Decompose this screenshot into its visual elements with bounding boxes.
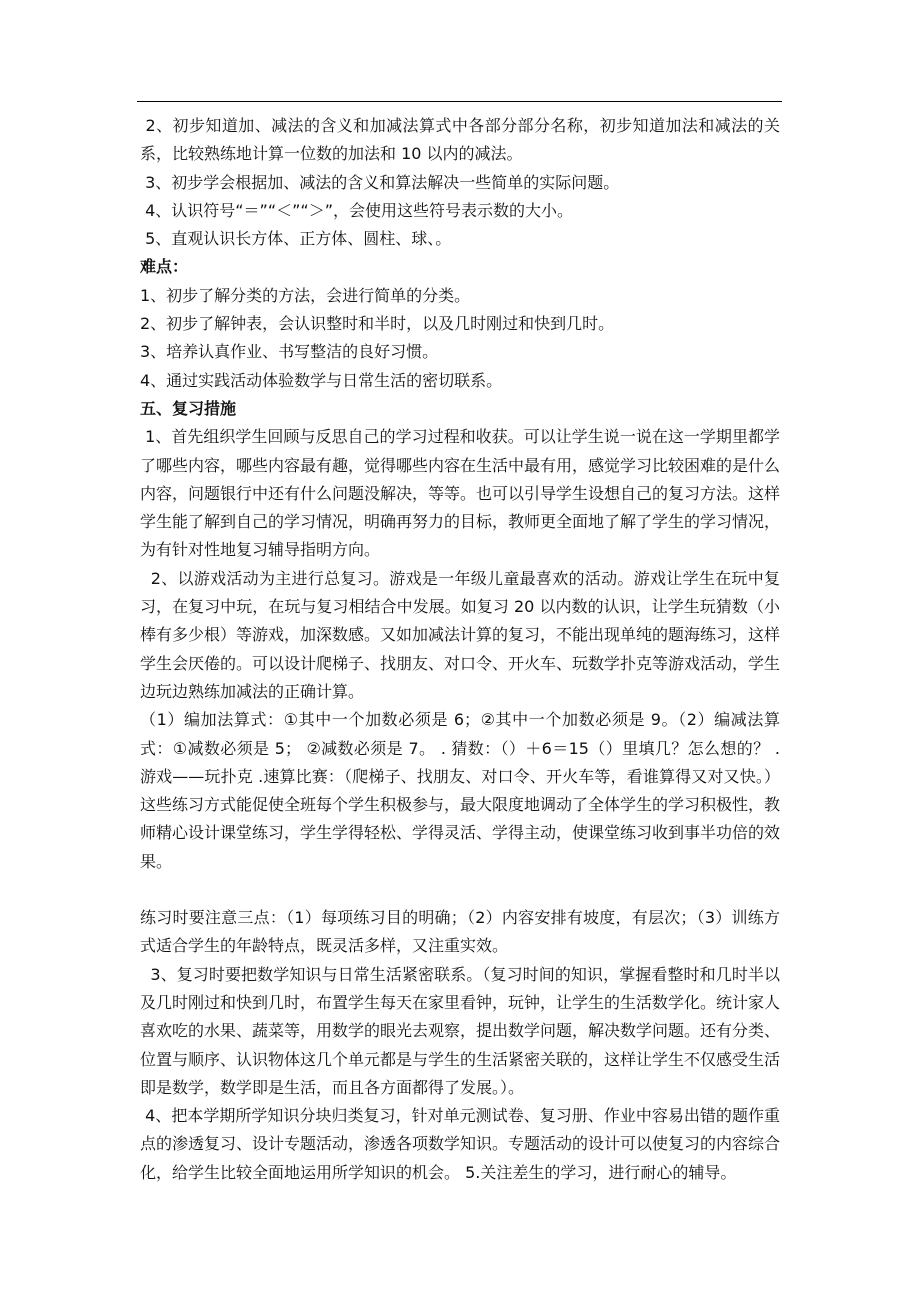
measure-paragraph-4: 4、把本学期所学知识分块归类复习，针对单元测试卷、复习册、作业中容易出错的题作重点的渗透复习、设计专题活动，渗透各项数学知识。专题活动的设计可以使复习的内容综合化，给学生比较全面地运用所学知识的机会。 5.关注差生的学习，进行耐心的辅导。 [140,1106,781,1182]
goal-item-4: 4、认识符号“＝”“＜”“＞”，会使用这些符号表示数的大小。 [140,200,574,220]
difficulty-heading: 难点： [140,257,189,277]
difficulty-item-1: 1、初步了解分类的方法，会进行简单的分类。 [140,285,471,305]
practice-notes-paragraph: 练习时要注意三点：（1）每项练习目的明确；（2）内容安排有坡度，有层次；（3）训练方式适合学生的年龄特点，既灵活多样，又注重实效。 [140,908,780,956]
measure-paragraph-2: 2、以游戏活动为主进行总复习。游戏是一年级儿童最喜欢的活动。游戏让学生在玩中复习，在复习中玩，在玩与复习相结合中发展。如复习 20 以内数的认识，让学生玩猜数（小棒有多少根）等游戏，加深数感。又如加减法计算的复习，不能出现单纯的题海练习，这样学生会厌倦的。可以设计爬梯子、找朋友、对口令、开火车、玩数学扑克等游戏活动，学生边玩边熟练加减法的正确计算。 [140,568,781,701]
difficulty-item-4: 4、通过实践活动体验数学与日常生活的密切联系。 [140,370,503,390]
goal-item-5: 5、直观认识长方体、正方体、圆柱、球、。 [140,229,452,249]
exercise-examples-paragraph: （1）编加法算式：①其中一个加数必须是 6；②其中一个加数必须是 9。（2）编减法算式：①减数必须是 5； ②减数必须是 7。 . 猜数：（）＋6＝15（）里填几？怎么想的？ .游戏——玩扑克 .速算比赛：（爬梯子、找朋友、对口令、开火车等，看谁算得又对又快。） 这些练习方式能促使全班每个学生积极参与，最大限度地调动了全体学生的学习积极性，教师精心设计课堂练习，学生学得轻松、学得灵活、学得主动，使课堂练习收到事半功倍的效果。 [140,710,781,871]
document-body [140,112,780,1187]
paragraph-gap [140,876,780,904]
header-rule [137,101,782,102]
goal-item-2: 2、初步知道加、减法的含义和加减法算式中各部分部分名称，初步知道加法和减法的关系，比较熟练地计算一位数的加法和 10 以内的减法。 [140,116,780,164]
measure-paragraph-1: 1、首先组织学生回顾与反思自己的学习过程和收获。可以让学生说一说在这一学期里都学了哪些内容，哪些内容最有趣，觉得哪些内容在生活中最有用，感觉学习比较困难的是什么内容，问题银行中还有什么问题没解决，等等。也可以引导学生设想自己的复习方法。这样学生能了解到自己的学习情况，明确再努力的目标，教师更全面地了解了学生的学习情况，为有针对性地复习辅导指明方向。 [140,427,781,560]
measure-paragraph-3: 3、复习时要把数学知识与日常生活紧密联系。（复习时间的知识，掌握看整时和几时半以及几时刚过和快到几时，布置学生每天在家里看钟，玩钟，让学生的生活数学化。统计家人喜欢吃的水果、蔬菜等，用数学的眼光去观察，提出数学问题，解决数学问题。还有分类、位置与顺序、认识物体这几个单元都是与学生的生活紧密关联的，这样让学生不仅感受生活即是数学，数学即是生活，而且各方面都得了发展。）。 [140,964,781,1097]
difficulty-item-3: 3、培养认真作业、书写整洁的良好习惯。 [140,342,439,362]
goal-item-3: 3、初步学会根据加、减法的含义和算法解决一些简单的实际问题。 [140,172,620,192]
difficulty-item-2: 2、初步了解钟表，会认识整时和半时，以及几时刚过和快到几时。 [140,314,615,334]
section-heading-review-measures: 五、复习措施 [140,398,237,418]
